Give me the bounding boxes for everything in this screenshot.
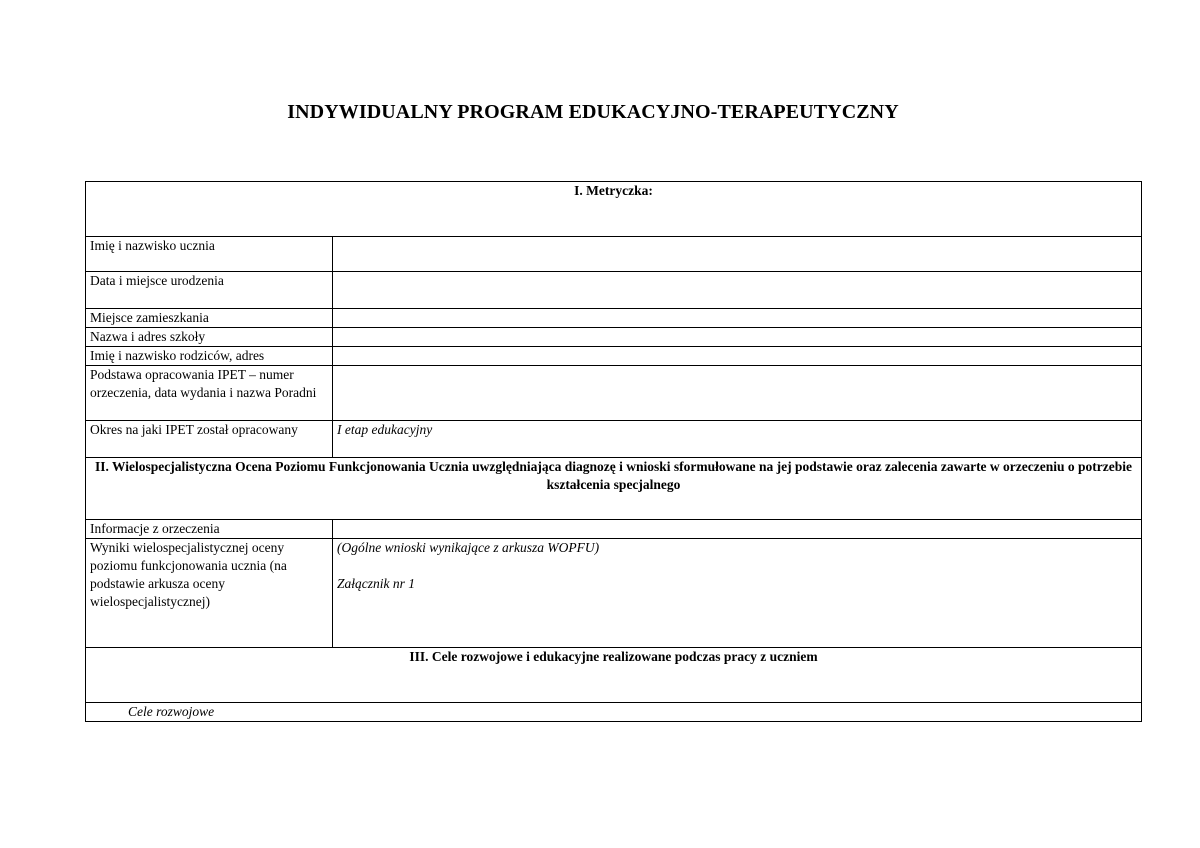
ruling-info-label: Informacje z orzeczenia (86, 520, 333, 539)
table-row (86, 539, 1142, 648)
document-title: INDYWIDUALNY PROGRAM EDUKACYJNO-TERAPEUTYCZNY (287, 101, 899, 123)
birth-date-place-label: Data i miejsce urodzenia (86, 272, 333, 309)
ipet-basis-label: Podstawa opracowania IPET – numer orzeczenia, data wydania i nazwa Poradni (86, 366, 333, 421)
attachment-reference: Załącznik nr 1 (337, 576, 416, 591)
assessment-results-field[interactable] (333, 539, 1142, 648)
table-row (86, 520, 1142, 539)
parents-name-address-label: Imię i nazwisko rodziców, adres (86, 347, 333, 366)
ipet-form-table (85, 181, 1142, 722)
assessment-conclusions-note: (Ogólne wnioski wynikające z arkusza WOPFU) (337, 540, 600, 555)
table-row (86, 347, 1142, 366)
assessment-results-label: Wyniki wielospecjalistycznej oceny poziomu funkcjonowania ucznia (na podstawie arkusza oceny wielospecjalistycznej) (86, 539, 333, 648)
ruling-info-field[interactable] (333, 520, 1142, 539)
ipet-basis-field[interactable] (333, 366, 1142, 421)
residence-label: Miejsce zamieszkania (86, 309, 333, 328)
section-1-heading: I. Metryczka: (86, 182, 1142, 237)
table-row (86, 703, 1142, 722)
ipet-period-label: Okres na jaki IPET został opracowany (86, 421, 333, 458)
school-name-address-field[interactable] (333, 328, 1142, 347)
student-name-field[interactable] (333, 237, 1142, 272)
student-name-label: Imię i nazwisko ucznia (86, 237, 333, 272)
line-spacer (337, 557, 1137, 575)
section-3-header-row (86, 648, 1142, 703)
school-name-address-label: Nazwa i adres szkoły (86, 328, 333, 347)
section-2-heading: II. Wielospecjalistyczna Ocena Poziomu Funkcjonowania Ucznia uwzględniająca diagnozę i wnioski sformułowane na jej podstawie oraz zalecenia zawarte w orzeczeniu o potrzebie kształcenia specjalnego (86, 458, 1142, 520)
section-2-header-row (86, 458, 1142, 520)
section-1-header-row (86, 182, 1142, 237)
table-row (86, 366, 1142, 421)
developmental-goals-label: Cele rozwojowe (86, 703, 1142, 722)
birth-date-place-field[interactable] (333, 272, 1142, 309)
table-row (86, 328, 1142, 347)
table-row (86, 237, 1142, 272)
residence-field[interactable] (333, 309, 1142, 328)
table-row (86, 309, 1142, 328)
ipet-period-field[interactable]: I etap edukacyjny (333, 421, 1142, 458)
section-3-heading: III. Cele rozwojowe i edukacyjne realizowane podczas pracy z uczniem (86, 648, 1142, 703)
table-row (86, 421, 1142, 458)
parents-name-address-field[interactable] (333, 347, 1142, 366)
table-row (86, 272, 1142, 309)
